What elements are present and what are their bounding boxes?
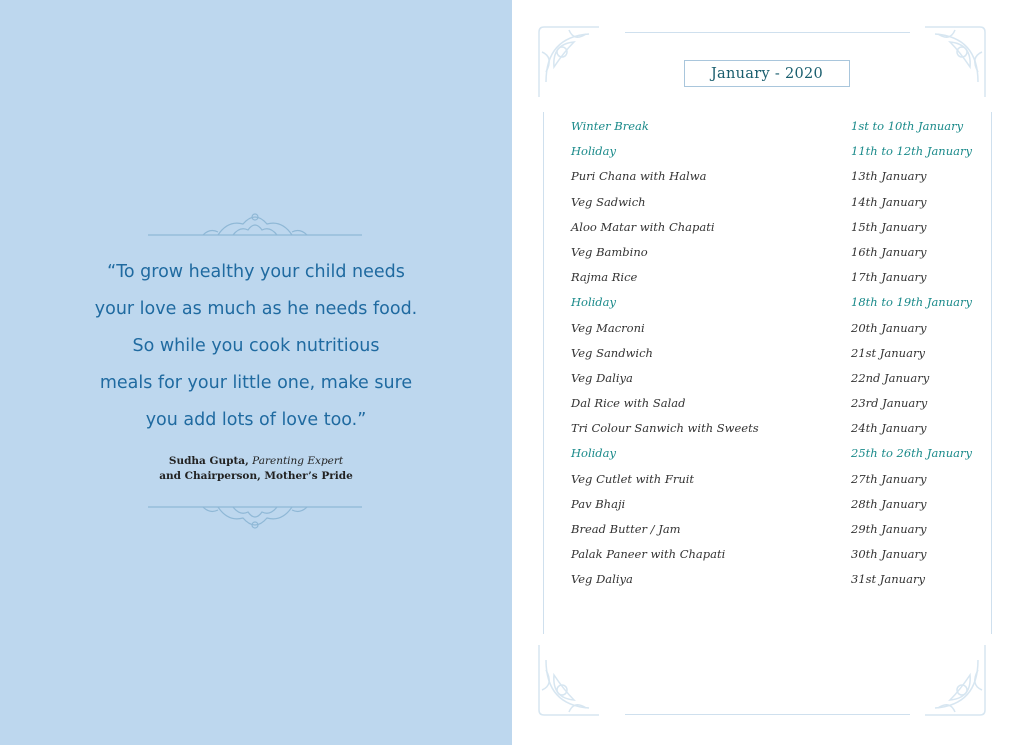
menu-date: 21st January bbox=[851, 345, 925, 360]
menu-item: Aloo Matar with Chapati bbox=[571, 219, 715, 234]
menu-item: Tri Colour Sanwich with Sweets bbox=[571, 421, 759, 436]
menu-date: 24th January bbox=[851, 421, 927, 436]
menu-item: Holiday bbox=[571, 144, 617, 159]
menu-item: Palak Paneer with Chapati bbox=[571, 547, 726, 562]
frame-rule-left bbox=[543, 112, 544, 634]
menu-row bbox=[571, 493, 981, 518]
menu-item: Veg Bambino bbox=[571, 244, 648, 259]
menu-item: Veg Cutlet with Fruit bbox=[571, 471, 695, 486]
frame-rule-bottom bbox=[625, 714, 910, 715]
menu-date: 25th to 26th January bbox=[851, 446, 972, 461]
menu-row bbox=[571, 191, 981, 216]
menu-item: Veg Sadwich bbox=[571, 194, 646, 209]
menu-item: Holiday bbox=[571, 446, 617, 461]
month-title: January - 2020 bbox=[684, 60, 850, 87]
menu-date: 23rd January bbox=[851, 396, 928, 411]
corner-ornament-icon bbox=[920, 640, 990, 720]
menu-date: 16th January bbox=[851, 244, 927, 259]
menu-row bbox=[571, 518, 981, 543]
menu-row bbox=[571, 165, 981, 190]
menu-item: Rajma Rice bbox=[571, 270, 638, 285]
corner-ornament-icon bbox=[534, 22, 604, 102]
menu-date: 29th January bbox=[851, 522, 927, 536]
quote-author-role: Parenting Expert bbox=[252, 455, 344, 467]
menu-item: Veg Sandwich bbox=[571, 345, 653, 360]
frame-rule-right bbox=[991, 112, 992, 634]
quote-line: you add lots of love too.” bbox=[145, 410, 367, 430]
quote bbox=[70, 254, 442, 439]
quote-author: Sudha Gupta, bbox=[168, 455, 249, 467]
menu-list bbox=[571, 115, 981, 594]
menu-item: Holiday bbox=[571, 295, 617, 310]
menu-date: 28th January bbox=[851, 496, 927, 511]
quote-line: “To grow healthy your child needs bbox=[107, 262, 405, 282]
quote-line: So while you cook nutritious bbox=[132, 336, 380, 356]
menu-item: Pav Bhaji bbox=[571, 496, 626, 511]
menu-item: Veg Daliya bbox=[571, 572, 633, 587]
menu-row bbox=[571, 367, 981, 392]
menu-date: 22nd January bbox=[851, 370, 930, 385]
bottom-ornament-icon bbox=[148, 504, 362, 534]
menu-date: 13th January bbox=[851, 169, 927, 184]
menu-date: 1st to 10th January bbox=[851, 119, 964, 133]
menu-row bbox=[571, 115, 981, 140]
frame-rule-top bbox=[625, 32, 910, 33]
menu-date: 11th to 12th January bbox=[851, 144, 972, 159]
menu-date: 20th January bbox=[851, 320, 927, 335]
menu-item: Dal Rice with Salad bbox=[571, 396, 686, 411]
quote-attribution bbox=[110, 454, 402, 484]
menu-item: Bread Butter / Jam bbox=[571, 522, 681, 536]
menu-date: 14th January bbox=[851, 194, 927, 209]
menu-date: 17th January bbox=[851, 270, 927, 285]
menu-row bbox=[571, 442, 981, 467]
quote-author-org: and Chairperson, Mother’s Pride bbox=[159, 470, 353, 482]
menu-row bbox=[571, 241, 981, 266]
menu-item: Veg Macroni bbox=[571, 320, 645, 335]
menu-item: Puri Chana with Halwa bbox=[571, 169, 707, 184]
menu-date: 30th January bbox=[851, 547, 927, 562]
menu-date: 31st January bbox=[851, 572, 925, 587]
menu-row bbox=[571, 216, 981, 241]
menu-row bbox=[571, 543, 981, 568]
menu-row bbox=[571, 140, 981, 165]
corner-ornament-icon bbox=[920, 22, 990, 102]
quote-line: your love as much as he needs food. bbox=[94, 299, 418, 319]
menu-row bbox=[571, 342, 981, 367]
top-ornament-icon bbox=[148, 208, 362, 238]
menu-date: 15th January bbox=[851, 219, 927, 234]
menu-row bbox=[571, 266, 981, 291]
menu-row bbox=[571, 468, 981, 493]
menu-row bbox=[571, 291, 981, 316]
menu-row bbox=[571, 417, 981, 442]
menu-row bbox=[571, 392, 981, 417]
menu-item: Winter Break bbox=[571, 119, 649, 133]
menu-row bbox=[571, 317, 981, 342]
menu-item: Veg Daliya bbox=[571, 370, 633, 385]
menu-row bbox=[571, 568, 981, 593]
menu-date: 18th to 19th January bbox=[851, 295, 972, 310]
quote-line: meals for your little one, make sure bbox=[99, 373, 413, 393]
menu-date: 27th January bbox=[851, 471, 927, 486]
corner-ornament-icon bbox=[534, 640, 604, 720]
